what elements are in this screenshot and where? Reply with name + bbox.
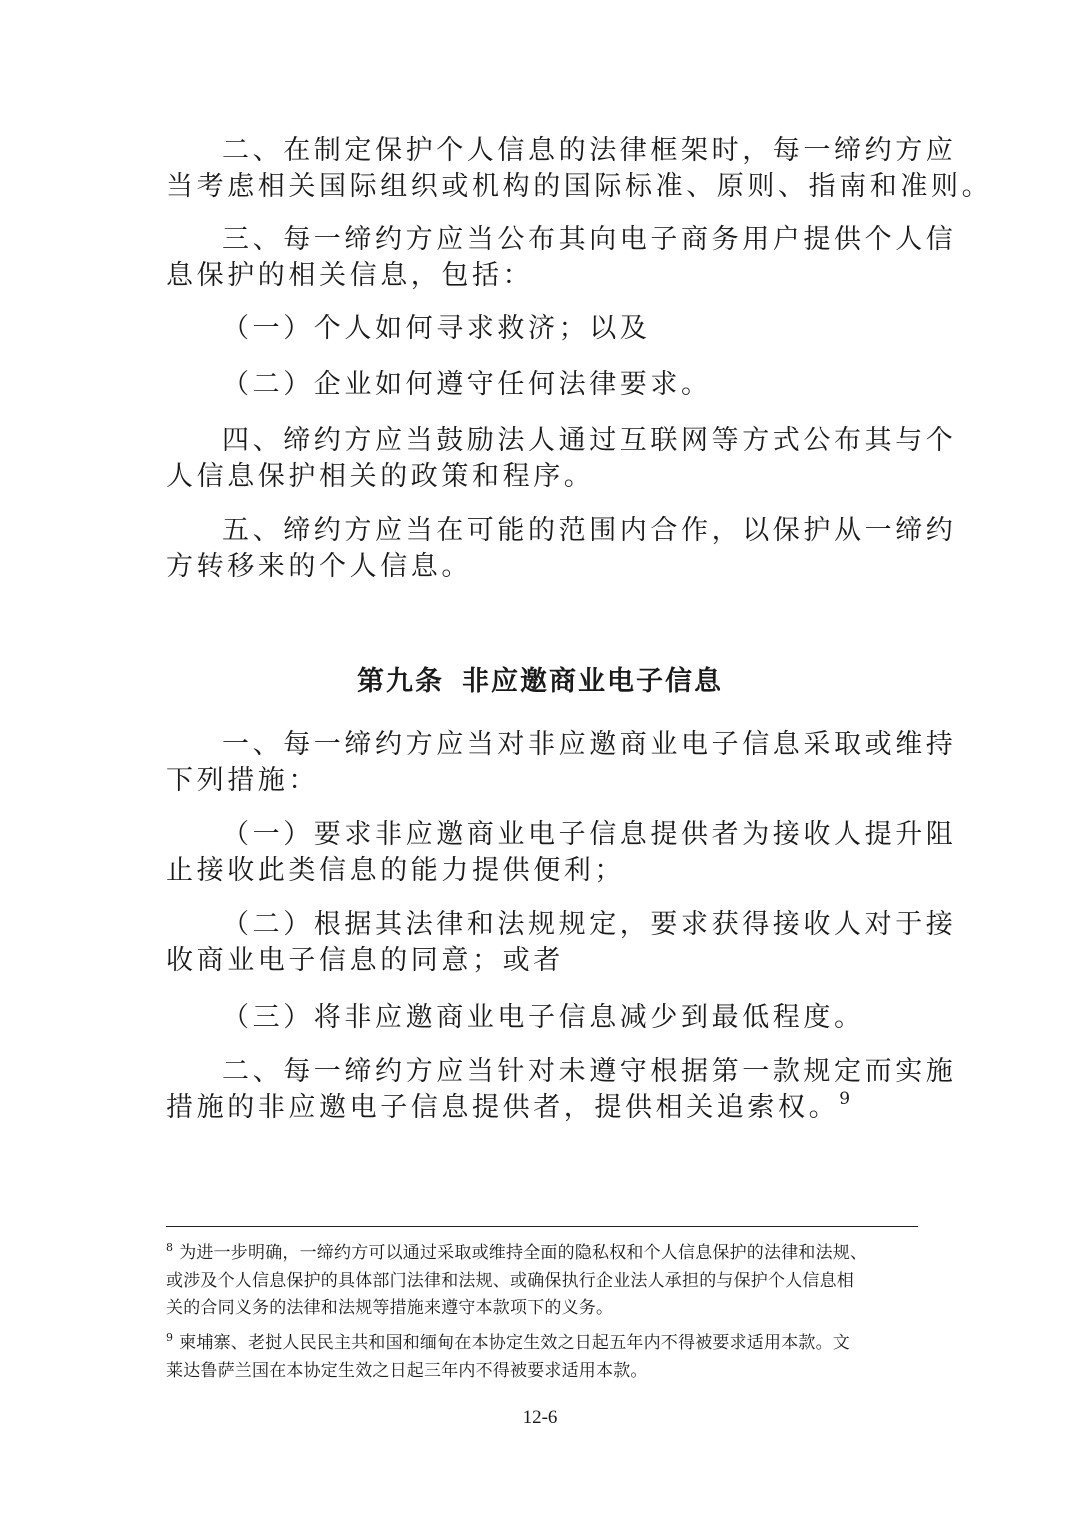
text-line: （二）企业如何遵守任何法律要求。 [222, 369, 712, 400]
text-line: 五、缔约方应当在可能的范围内合作，以保护从一缔约 [222, 515, 957, 546]
article-heading [0, 664, 1080, 700]
footnote-text: 为进一步明确，一缔约方可以通过采取或维持全面的隐私权和个人信息保护的法律和法规、 [179, 1243, 868, 1263]
subitem-3-1 [166, 311, 916, 347]
footnote-9 [166, 1330, 918, 1385]
footnote-reference-9[interactable]: 9 [839, 1089, 851, 1109]
text-line: （三）将非应邀商业电子信息减少到最低程度。 [222, 1002, 865, 1033]
footnote-line: 或涉及个人信息保护的具体部门法律和法规、或确保执行企业法人承担的与保护个人信息相 [166, 1271, 854, 1291]
text-line: 止接收此类信息的能力提供便利； [166, 855, 625, 886]
text-line: （一）个人如何寻求救济；以及 [222, 313, 651, 344]
text-line: 人信息保护相关的政策和程序。 [166, 461, 595, 492]
footnote-8 [166, 1240, 918, 1322]
article-subitem-3 [166, 1000, 916, 1036]
text-line: 收商业电子信息的同意；或者 [166, 945, 564, 976]
footnote-marker: 8 [166, 1241, 174, 1254]
article-paragraph-2 [166, 1054, 957, 1129]
footnote-line [166, 1240, 918, 1268]
article-subitem-1 [166, 817, 957, 889]
text-line [166, 1090, 916, 1129]
article-subitem-2 [166, 907, 957, 979]
text-line-content: 措施的非应邀电子信息提供者，提供相关追索权。 [166, 1092, 840, 1123]
text-line: 当考虑相关国际组织或机构的国际标准、原则、指南和准则。 [166, 171, 993, 202]
text-line: 三、每一缔约方应当公布其向电子商务用户提供个人信 [222, 224, 957, 255]
paragraph-item-3 [166, 222, 957, 294]
text-line: 下列措施： [166, 765, 319, 796]
text-line: 一、每一缔约方应当对非应邀商业电子信息采取或维持 [222, 729, 957, 760]
footnote-text: 柬埔寨、老挝人民民主共和国和缅甸在本协定生效之日起五年内不得被要求适用本款。文 [179, 1333, 851, 1353]
text-line: 方转移来的个人信息。 [166, 551, 472, 582]
paragraph-item-5 [166, 513, 957, 585]
footnote-line: 莱达鲁萨兰国在本协定生效之日起三年内不得被要求适用本款。 [166, 1361, 648, 1381]
article-paragraph-1 [166, 727, 957, 799]
text-line: （二）根据其法律和法规规定，要求获得接收人对于接 [222, 909, 957, 940]
article-title: 非应邀商业电子信息 [462, 666, 723, 697]
footnote-divider [166, 1226, 918, 1227]
text-line: 息保护的相关信息，包括： [166, 260, 534, 291]
footnote-line [166, 1330, 918, 1358]
text-line: （一）要求非应邀商业电子信息提供者为接收人提升阻 [222, 819, 957, 850]
paragraph-item-4 [166, 423, 957, 495]
footnote-marker: 9 [166, 1331, 174, 1344]
article-number: 第九条 [357, 666, 444, 697]
text-line: 四、缔约方应当鼓励法人通过互联网等方式公布其与个 [222, 425, 957, 456]
footnote-line: 关的合同义务的法律和法规等措施来遵守本款项下的义务。 [166, 1298, 614, 1318]
text-line: 二、每一缔约方应当针对未遵守根据第一款规定而实施 [222, 1056, 957, 1087]
page-number: 12-6 [522, 1407, 558, 1428]
subitem-3-2 [166, 367, 916, 403]
paragraph-item-2 [166, 133, 993, 205]
text-line: 二、在制定保护个人信息的法律框架时，每一缔约方应 [222, 135, 957, 166]
